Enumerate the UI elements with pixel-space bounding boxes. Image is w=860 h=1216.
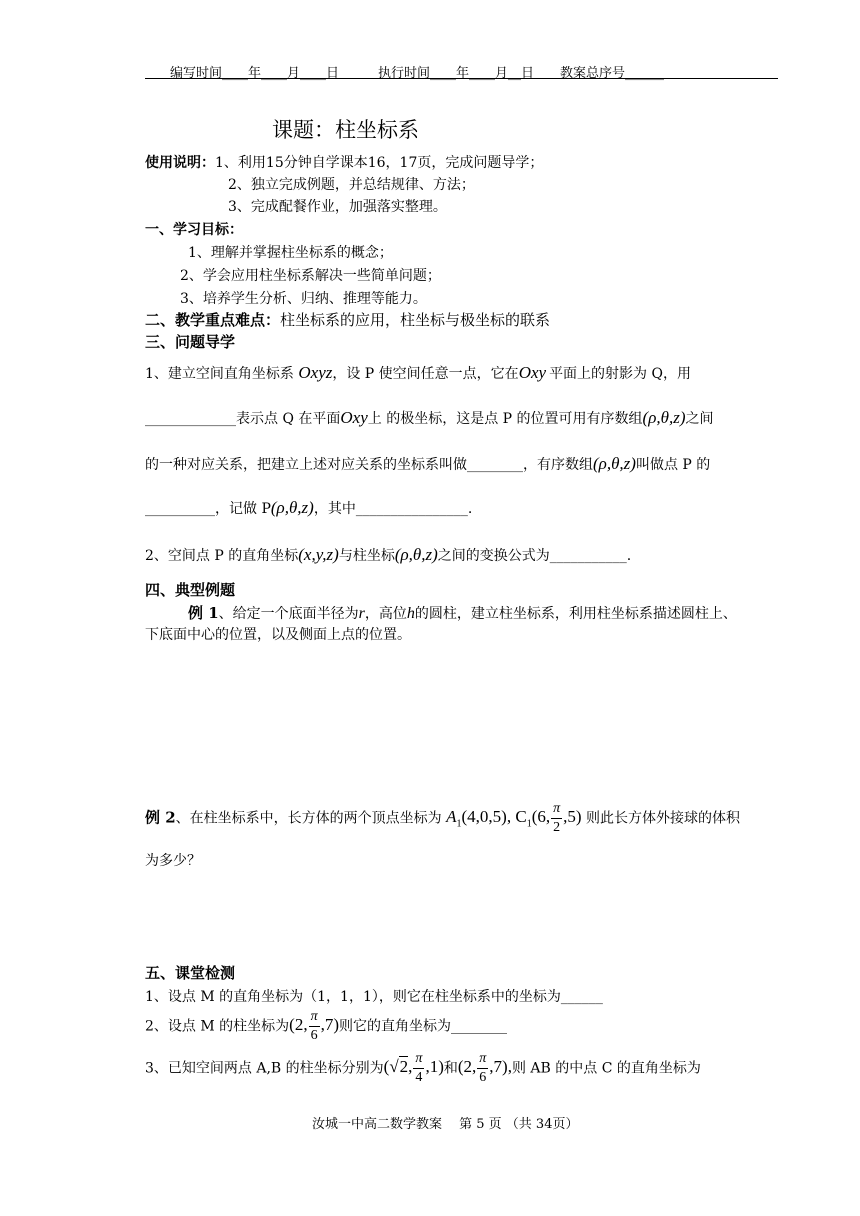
math-oxy: Oxy — [518, 363, 547, 382]
frac-den: 6 — [310, 1028, 318, 1043]
text-span: 平面上的射影为 Q，用 — [549, 366, 691, 382]
goals-heading: 一、学习目标： — [145, 222, 243, 238]
math-rho-theta-z: (ρ,θ,z) — [270, 498, 314, 517]
guide-q1-line1 — [145, 363, 691, 383]
text-span: 3、已知空间两点 A,B 的柱坐标分别为 — [145, 1060, 384, 1077]
frac-den: 4 — [415, 1070, 423, 1085]
example-1-label: 例 1 — [188, 604, 219, 622]
math-sqrt-radicand: 2 — [399, 1057, 409, 1077]
math-text: ,7), — [489, 1057, 512, 1077]
fraction-pi-over-2 — [551, 802, 562, 835]
frac-den: 2 — [553, 820, 561, 835]
keypoints-line — [145, 309, 550, 330]
math-rho-theta-z: (ρ,θ,z) — [642, 408, 686, 427]
math-text: (2, — [457, 1057, 477, 1077]
fraction-pi-over-6 — [477, 1052, 488, 1085]
text-span: __________，记做 P — [145, 501, 271, 517]
example-2-line2: 为多少？ — [145, 853, 201, 869]
check-item-2 — [145, 1010, 507, 1043]
example-1-line2: 下底面中心的位置，以及侧面上点的位置。 — [145, 627, 411, 643]
math-ab-coords: (√2, $\frac{\pi}{4}$ ,1) — [383, 1051, 444, 1085]
keypoints-text: 柱坐标系的应用，柱坐标与极坐标的联系 — [280, 311, 551, 329]
math-m-coord — [289, 1009, 340, 1043]
guide-q2 — [145, 545, 631, 565]
text-span: 2、空间点 P 的直角坐标 — [145, 548, 299, 564]
text-span: ，其中________________. — [313, 501, 473, 517]
math-sub: 1 — [526, 818, 532, 830]
frac-num: π — [551, 802, 562, 819]
guide-q1-line4 — [145, 498, 472, 518]
fraction-pi-over-6 — [309, 1010, 320, 1043]
goal-item: 1、理解并掌握柱坐标系的概念； — [188, 245, 393, 261]
math-text: ,5) — [563, 807, 582, 827]
header-rule — [145, 78, 778, 79]
text-span: ，高位 — [364, 606, 407, 622]
text-span: 则 AB 的中点 C 的直角坐标为 — [511, 1060, 701, 1077]
math-ab-coords-2 — [457, 1051, 512, 1085]
math-a: A — [446, 807, 457, 827]
math-text: ( — [383, 1057, 390, 1077]
math-text: (4,0,5), C — [461, 807, 527, 827]
fraction-pi-over-4 — [413, 1052, 424, 1085]
frac-den: 6 — [479, 1070, 487, 1085]
text-span: ，设 P 使空间任意一点，它在 — [332, 366, 519, 382]
example-1-line1 — [188, 602, 737, 623]
usage-item: 2、独立完成例题，并总结规律、方法； — [228, 177, 475, 193]
math-oxy: Oxy — [340, 408, 368, 427]
math-text: (6, — [531, 807, 551, 827]
math-text: (2, — [289, 1015, 308, 1035]
guide-q1-line2 — [145, 408, 714, 428]
math-text: ,7) — [320, 1015, 340, 1035]
check-heading: 五、课堂检测 — [145, 964, 236, 982]
math-oxyz: Oxyz — [298, 363, 333, 382]
header-date-executed: 执行时间____年____月__日 — [378, 66, 535, 81]
math-rho-theta-z: (ρ,θ,z) — [394, 545, 438, 564]
text-span: _____________表示点 Q 在平面 — [145, 411, 341, 427]
text-span: 和 — [443, 1060, 458, 1077]
usage-label: 使用说明： — [145, 155, 215, 171]
frac-num: π — [309, 1010, 320, 1027]
page-footer: 汝城一中高二数学教案 第 5 页 （共 34页） — [312, 1117, 579, 1132]
check-item-1: 1、设点 M 的直角坐标为（1，1，1），则它在柱坐标系中的坐标为______ — [145, 989, 603, 1005]
guide-heading: 三、问题导学 — [145, 333, 236, 351]
usage-item: 3、完成配餐作业，加强落实整理。 — [228, 199, 447, 215]
header-plan-number: 教案总序号______ — [560, 66, 665, 81]
goal-item: 2、学会应用柱坐标系解决一些简单问题； — [180, 268, 441, 284]
usage-item: 1、利用15分钟自学课本16，17页，完成问题导学； — [215, 155, 544, 171]
frac-num: π — [477, 1052, 488, 1069]
math-a1-c1 — [446, 801, 582, 835]
header-date-written: 编写时间____年____月____日 — [170, 66, 340, 81]
math-rho-theta-z: (ρ,θ,z) — [593, 454, 636, 473]
usage-line-1 — [145, 152, 543, 172]
math-sub: 1 — [456, 818, 462, 830]
math-r: r — [358, 605, 365, 622]
text-span: 之间 — [685, 411, 714, 427]
text-span: 、在柱坐标系中，长方体的两个顶点坐标为 — [175, 810, 442, 827]
text-span: 之间的变换公式为___________. — [437, 548, 632, 564]
text-span: 1、建立空间直角坐标系 — [145, 366, 294, 382]
frac-num: π — [413, 1052, 424, 1069]
keypoints-heading: 二、教学重点难点： — [145, 311, 281, 329]
math-text: , — [408, 1057, 413, 1077]
text-span: 叫做点 P 的 — [635, 457, 711, 473]
example-2-label: 例 2 — [145, 808, 176, 827]
text-span: 、给定一个底面半径为 — [218, 606, 359, 622]
page-title: 课题：柱坐标系 — [272, 118, 419, 142]
text-span: 2、设点 M 的柱坐标为 — [145, 1018, 290, 1035]
text-span: 则它的直角坐标为________ — [339, 1018, 508, 1035]
math-text: ,1) — [425, 1057, 444, 1077]
examples-heading: 四、典型例题 — [145, 581, 236, 599]
goal-item: 3、培养学生分析、归纳、推理等能力。 — [180, 291, 427, 307]
text-span: 则此长方体外接球的体积 — [586, 810, 740, 827]
text-span: 的圆柱，建立柱坐标系，利用柱坐标系描述圆柱上、 — [414, 606, 737, 622]
text-span: 的一种对应关系，把建立上述对应关系的坐标系叫做________，有序数组 — [145, 457, 593, 473]
text-span: 上 的极坐标，这是点 P 的位置可用有序数组 — [367, 411, 643, 427]
check-item-3 — [145, 1052, 701, 1085]
math-xyz: (x,y,z) — [298, 545, 339, 564]
example-2-line1 — [145, 802, 740, 835]
guide-q1-line3 — [145, 454, 710, 474]
math-h: h — [406, 605, 415, 622]
text-span: 与柱坐标 — [338, 548, 395, 564]
